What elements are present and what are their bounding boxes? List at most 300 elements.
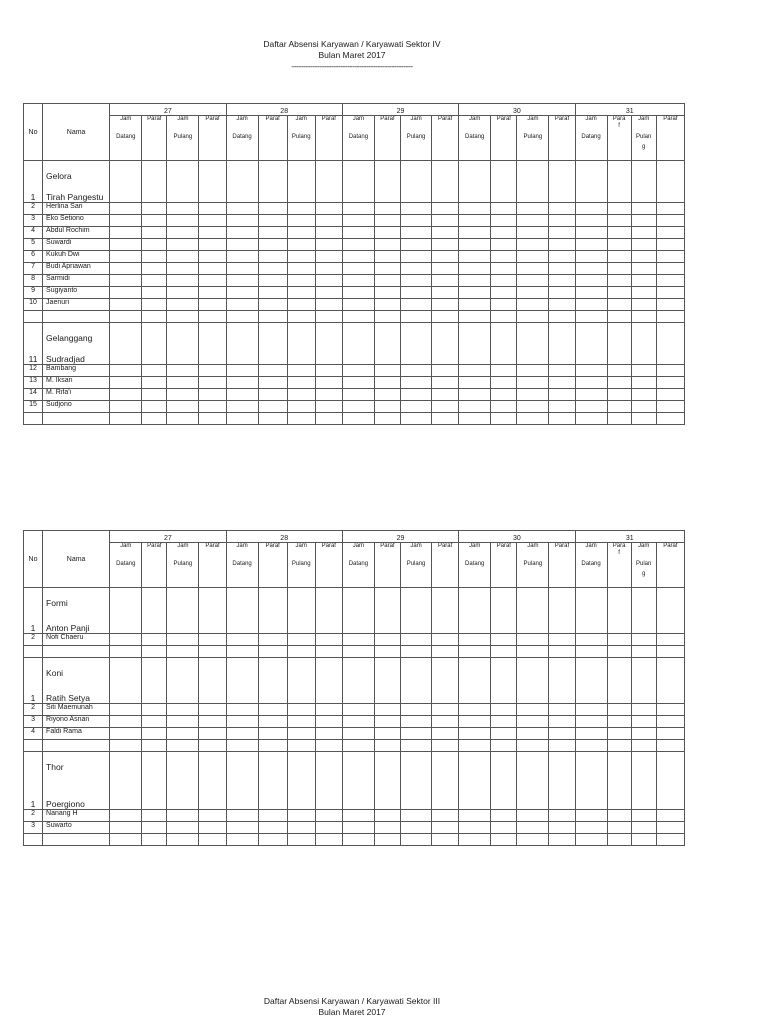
attendance-cell[interactable] — [607, 716, 631, 728]
attendance-cell[interactable] — [401, 365, 432, 377]
attendance-cell[interactable] — [517, 658, 549, 704]
attendance-cell[interactable] — [575, 588, 607, 634]
attendance-cell[interactable] — [401, 263, 432, 275]
attendance-cell[interactable] — [459, 810, 491, 822]
attendance-cell[interactable] — [491, 227, 517, 239]
attendance-cell[interactable] — [491, 377, 517, 389]
attendance-cell[interactable] — [315, 275, 342, 287]
attendance-cell[interactable] — [110, 323, 142, 365]
attendance-cell[interactable] — [656, 203, 684, 215]
attendance-cell[interactable] — [142, 810, 167, 822]
attendance-cell[interactable] — [110, 810, 142, 822]
attendance-cell[interactable] — [110, 311, 142, 323]
attendance-cell[interactable] — [491, 203, 517, 215]
attendance-cell[interactable] — [575, 413, 607, 425]
attendance-cell[interactable] — [432, 413, 459, 425]
attendance-cell[interactable] — [459, 822, 491, 834]
attendance-cell[interactable] — [110, 203, 142, 215]
attendance-cell[interactable] — [459, 588, 491, 634]
attendance-cell[interactable] — [226, 401, 258, 413]
attendance-cell[interactable] — [401, 822, 432, 834]
attendance-cell[interactable] — [110, 413, 142, 425]
attendance-cell[interactable] — [656, 634, 684, 646]
attendance-cell[interactable] — [631, 299, 656, 311]
attendance-cell[interactable] — [517, 389, 549, 401]
attendance-cell[interactable] — [258, 834, 287, 846]
attendance-cell[interactable] — [342, 239, 374, 251]
attendance-cell[interactable] — [258, 227, 287, 239]
attendance-cell[interactable] — [199, 810, 226, 822]
attendance-cell[interactable] — [432, 822, 459, 834]
attendance-cell[interactable] — [142, 588, 167, 634]
attendance-cell[interactable] — [549, 227, 575, 239]
attendance-cell[interactable] — [374, 401, 400, 413]
attendance-cell[interactable] — [459, 704, 491, 716]
attendance-cell[interactable] — [142, 227, 167, 239]
attendance-cell[interactable] — [287, 299, 315, 311]
attendance-cell[interactable] — [491, 323, 517, 365]
attendance-cell[interactable] — [517, 588, 549, 634]
attendance-cell[interactable] — [199, 299, 226, 311]
attendance-cell[interactable] — [432, 227, 459, 239]
attendance-cell[interactable] — [631, 822, 656, 834]
attendance-cell[interactable] — [549, 239, 575, 251]
attendance-cell[interactable] — [342, 161, 374, 203]
attendance-cell[interactable] — [199, 588, 226, 634]
attendance-cell[interactable] — [226, 413, 258, 425]
attendance-cell[interactable] — [374, 227, 400, 239]
attendance-cell[interactable] — [517, 239, 549, 251]
attendance-cell[interactable] — [607, 834, 631, 846]
attendance-cell[interactable] — [374, 752, 400, 810]
attendance-cell[interactable] — [342, 646, 374, 658]
attendance-cell[interactable] — [110, 752, 142, 810]
attendance-cell[interactable] — [315, 227, 342, 239]
attendance-cell[interactable] — [199, 239, 226, 251]
attendance-cell[interactable] — [110, 716, 142, 728]
attendance-cell[interactable] — [401, 834, 432, 846]
attendance-cell[interactable] — [226, 752, 258, 810]
attendance-cell[interactable] — [315, 834, 342, 846]
attendance-cell[interactable] — [258, 389, 287, 401]
attendance-cell[interactable] — [110, 834, 142, 846]
attendance-cell[interactable] — [607, 634, 631, 646]
attendance-cell[interactable] — [226, 588, 258, 634]
attendance-cell[interactable] — [491, 251, 517, 263]
attendance-cell[interactable] — [342, 311, 374, 323]
attendance-cell[interactable] — [401, 728, 432, 740]
attendance-cell[interactable] — [226, 728, 258, 740]
attendance-cell[interactable] — [549, 299, 575, 311]
attendance-cell[interactable] — [631, 810, 656, 822]
attendance-cell[interactable] — [374, 311, 400, 323]
attendance-cell[interactable] — [374, 810, 400, 822]
attendance-cell[interactable] — [631, 203, 656, 215]
attendance-cell[interactable] — [631, 161, 656, 203]
attendance-cell[interactable] — [517, 740, 549, 752]
attendance-cell[interactable] — [315, 728, 342, 740]
attendance-cell[interactable] — [607, 251, 631, 263]
attendance-cell[interactable] — [167, 822, 199, 834]
attendance-cell[interactable] — [401, 401, 432, 413]
attendance-cell[interactable] — [656, 275, 684, 287]
attendance-cell[interactable] — [549, 365, 575, 377]
attendance-cell[interactable] — [142, 716, 167, 728]
attendance-cell[interactable] — [110, 239, 142, 251]
attendance-cell[interactable] — [287, 203, 315, 215]
attendance-cell[interactable] — [315, 377, 342, 389]
attendance-cell[interactable] — [631, 401, 656, 413]
attendance-cell[interactable] — [517, 704, 549, 716]
attendance-cell[interactable] — [432, 311, 459, 323]
attendance-cell[interactable] — [549, 716, 575, 728]
attendance-cell[interactable] — [142, 263, 167, 275]
attendance-cell[interactable] — [631, 287, 656, 299]
attendance-cell[interactable] — [517, 834, 549, 846]
attendance-cell[interactable] — [142, 634, 167, 646]
attendance-cell[interactable] — [342, 413, 374, 425]
attendance-cell[interactable] — [517, 299, 549, 311]
attendance-cell[interactable] — [432, 377, 459, 389]
attendance-cell[interactable] — [226, 389, 258, 401]
attendance-cell[interactable] — [342, 740, 374, 752]
attendance-cell[interactable] — [374, 728, 400, 740]
attendance-cell[interactable] — [656, 822, 684, 834]
attendance-cell[interactable] — [459, 203, 491, 215]
attendance-cell[interactable] — [491, 704, 517, 716]
attendance-cell[interactable] — [199, 401, 226, 413]
attendance-cell[interactable] — [459, 239, 491, 251]
attendance-cell[interactable] — [517, 161, 549, 203]
attendance-cell[interactable] — [491, 161, 517, 203]
attendance-cell[interactable] — [432, 203, 459, 215]
attendance-cell[interactable] — [342, 323, 374, 365]
attendance-cell[interactable] — [607, 227, 631, 239]
attendance-cell[interactable] — [142, 413, 167, 425]
attendance-cell[interactable] — [199, 161, 226, 203]
attendance-cell[interactable] — [401, 275, 432, 287]
attendance-cell[interactable] — [199, 251, 226, 263]
attendance-cell[interactable] — [110, 634, 142, 646]
attendance-cell[interactable] — [549, 634, 575, 646]
attendance-cell[interactable] — [656, 646, 684, 658]
attendance-cell[interactable] — [142, 311, 167, 323]
attendance-cell[interactable] — [167, 299, 199, 311]
attendance-cell[interactable] — [575, 275, 607, 287]
attendance-cell[interactable] — [199, 227, 226, 239]
attendance-cell[interactable] — [226, 704, 258, 716]
attendance-cell[interactable] — [656, 323, 684, 365]
attendance-cell[interactable] — [401, 215, 432, 227]
attendance-cell[interactable] — [342, 716, 374, 728]
attendance-cell[interactable] — [258, 161, 287, 203]
attendance-cell[interactable] — [142, 377, 167, 389]
attendance-cell[interactable] — [607, 822, 631, 834]
attendance-cell[interactable] — [549, 323, 575, 365]
attendance-cell[interactable] — [517, 716, 549, 728]
attendance-cell[interactable] — [167, 203, 199, 215]
attendance-cell[interactable] — [401, 752, 432, 810]
attendance-cell[interactable] — [287, 810, 315, 822]
attendance-cell[interactable] — [631, 263, 656, 275]
attendance-cell[interactable] — [226, 834, 258, 846]
attendance-cell[interactable] — [287, 311, 315, 323]
attendance-cell[interactable] — [287, 834, 315, 846]
attendance-cell[interactable] — [342, 251, 374, 263]
attendance-cell[interactable] — [287, 588, 315, 634]
attendance-cell[interactable] — [432, 365, 459, 377]
attendance-cell[interactable] — [342, 822, 374, 834]
attendance-cell[interactable] — [549, 413, 575, 425]
attendance-cell[interactable] — [401, 740, 432, 752]
attendance-cell[interactable] — [287, 658, 315, 704]
attendance-cell[interactable] — [226, 365, 258, 377]
attendance-cell[interactable] — [167, 161, 199, 203]
attendance-cell[interactable] — [575, 704, 607, 716]
attendance-cell[interactable] — [287, 752, 315, 810]
attendance-cell[interactable] — [575, 227, 607, 239]
attendance-cell[interactable] — [226, 634, 258, 646]
attendance-cell[interactable] — [575, 239, 607, 251]
attendance-cell[interactable] — [199, 822, 226, 834]
attendance-cell[interactable] — [575, 810, 607, 822]
attendance-cell[interactable] — [491, 740, 517, 752]
attendance-cell[interactable] — [575, 401, 607, 413]
attendance-cell[interactable] — [549, 377, 575, 389]
attendance-cell[interactable] — [401, 377, 432, 389]
attendance-cell[interactable] — [459, 299, 491, 311]
attendance-cell[interactable] — [401, 239, 432, 251]
attendance-cell[interactable] — [315, 263, 342, 275]
attendance-cell[interactable] — [167, 275, 199, 287]
attendance-cell[interactable] — [374, 658, 400, 704]
attendance-cell[interactable] — [575, 161, 607, 203]
attendance-cell[interactable] — [459, 658, 491, 704]
attendance-cell[interactable] — [432, 275, 459, 287]
attendance-cell[interactable] — [110, 365, 142, 377]
attendance-cell[interactable] — [167, 239, 199, 251]
attendance-cell[interactable] — [491, 752, 517, 810]
attendance-cell[interactable] — [607, 263, 631, 275]
attendance-cell[interactable] — [167, 646, 199, 658]
attendance-cell[interactable] — [199, 834, 226, 846]
attendance-cell[interactable] — [575, 716, 607, 728]
attendance-cell[interactable] — [342, 299, 374, 311]
attendance-cell[interactable] — [607, 389, 631, 401]
attendance-cell[interactable] — [607, 810, 631, 822]
attendance-cell[interactable] — [287, 634, 315, 646]
attendance-cell[interactable] — [110, 377, 142, 389]
attendance-cell[interactable] — [432, 401, 459, 413]
attendance-cell[interactable] — [258, 275, 287, 287]
attendance-cell[interactable] — [656, 377, 684, 389]
attendance-cell[interactable] — [315, 822, 342, 834]
attendance-cell[interactable] — [287, 377, 315, 389]
attendance-cell[interactable] — [401, 634, 432, 646]
attendance-cell[interactable] — [607, 752, 631, 810]
attendance-cell[interactable] — [287, 716, 315, 728]
attendance-cell[interactable] — [491, 263, 517, 275]
attendance-cell[interactable] — [287, 740, 315, 752]
attendance-cell[interactable] — [631, 704, 656, 716]
attendance-cell[interactable] — [459, 323, 491, 365]
attendance-cell[interactable] — [459, 287, 491, 299]
attendance-cell[interactable] — [549, 646, 575, 658]
attendance-cell[interactable] — [258, 251, 287, 263]
attendance-cell[interactable] — [631, 227, 656, 239]
attendance-cell[interactable] — [432, 299, 459, 311]
attendance-cell[interactable] — [258, 822, 287, 834]
attendance-cell[interactable] — [342, 704, 374, 716]
attendance-cell[interactable] — [258, 413, 287, 425]
attendance-cell[interactable] — [491, 413, 517, 425]
attendance-cell[interactable] — [517, 413, 549, 425]
attendance-cell[interactable] — [199, 646, 226, 658]
attendance-cell[interactable] — [656, 239, 684, 251]
attendance-cell[interactable] — [226, 203, 258, 215]
attendance-cell[interactable] — [607, 728, 631, 740]
attendance-cell[interactable] — [226, 161, 258, 203]
attendance-cell[interactable] — [432, 588, 459, 634]
attendance-cell[interactable] — [656, 704, 684, 716]
attendance-cell[interactable] — [258, 287, 287, 299]
attendance-cell[interactable] — [110, 215, 142, 227]
attendance-cell[interactable] — [607, 203, 631, 215]
attendance-cell[interactable] — [374, 275, 400, 287]
attendance-cell[interactable] — [342, 215, 374, 227]
attendance-cell[interactable] — [631, 311, 656, 323]
attendance-cell[interactable] — [110, 389, 142, 401]
attendance-cell[interactable] — [315, 215, 342, 227]
attendance-cell[interactable] — [656, 215, 684, 227]
attendance-cell[interactable] — [258, 401, 287, 413]
attendance-cell[interactable] — [491, 389, 517, 401]
attendance-cell[interactable] — [199, 716, 226, 728]
attendance-cell[interactable] — [549, 728, 575, 740]
attendance-cell[interactable] — [258, 658, 287, 704]
attendance-cell[interactable] — [258, 311, 287, 323]
attendance-cell[interactable] — [167, 728, 199, 740]
attendance-cell[interactable] — [401, 161, 432, 203]
attendance-cell[interactable] — [631, 323, 656, 365]
attendance-cell[interactable] — [656, 299, 684, 311]
attendance-cell[interactable] — [631, 239, 656, 251]
attendance-cell[interactable] — [199, 377, 226, 389]
attendance-cell[interactable] — [142, 161, 167, 203]
attendance-cell[interactable] — [517, 752, 549, 810]
attendance-cell[interactable] — [432, 239, 459, 251]
attendance-cell[interactable] — [287, 728, 315, 740]
attendance-cell[interactable] — [631, 389, 656, 401]
attendance-cell[interactable] — [342, 834, 374, 846]
attendance-cell[interactable] — [374, 323, 400, 365]
attendance-cell[interactable] — [549, 215, 575, 227]
attendance-cell[interactable] — [631, 215, 656, 227]
attendance-cell[interactable] — [342, 377, 374, 389]
attendance-cell[interactable] — [258, 299, 287, 311]
attendance-cell[interactable] — [401, 389, 432, 401]
attendance-cell[interactable] — [607, 287, 631, 299]
attendance-cell[interactable] — [575, 752, 607, 810]
attendance-cell[interactable] — [142, 704, 167, 716]
attendance-cell[interactable] — [287, 263, 315, 275]
attendance-cell[interactable] — [167, 752, 199, 810]
attendance-cell[interactable] — [258, 646, 287, 658]
attendance-cell[interactable] — [226, 263, 258, 275]
attendance-cell[interactable] — [315, 588, 342, 634]
attendance-cell[interactable] — [258, 728, 287, 740]
attendance-cell[interactable] — [459, 740, 491, 752]
attendance-cell[interactable] — [374, 365, 400, 377]
attendance-cell[interactable] — [315, 634, 342, 646]
attendance-cell[interactable] — [491, 834, 517, 846]
attendance-cell[interactable] — [401, 299, 432, 311]
attendance-cell[interactable] — [199, 389, 226, 401]
attendance-cell[interactable] — [631, 275, 656, 287]
attendance-cell[interactable] — [167, 377, 199, 389]
attendance-cell[interactable] — [315, 287, 342, 299]
attendance-cell[interactable] — [315, 413, 342, 425]
attendance-cell[interactable] — [656, 365, 684, 377]
attendance-cell[interactable] — [226, 251, 258, 263]
attendance-cell[interactable] — [167, 227, 199, 239]
attendance-cell[interactable] — [607, 377, 631, 389]
attendance-cell[interactable] — [110, 161, 142, 203]
attendance-cell[interactable] — [287, 275, 315, 287]
attendance-cell[interactable] — [401, 227, 432, 239]
attendance-cell[interactable] — [374, 377, 400, 389]
attendance-cell[interactable] — [287, 704, 315, 716]
attendance-cell[interactable] — [517, 203, 549, 215]
attendance-cell[interactable] — [459, 646, 491, 658]
attendance-cell[interactable] — [258, 588, 287, 634]
attendance-cell[interactable] — [287, 215, 315, 227]
attendance-cell[interactable] — [315, 299, 342, 311]
attendance-cell[interactable] — [656, 588, 684, 634]
attendance-cell[interactable] — [342, 263, 374, 275]
attendance-cell[interactable] — [432, 658, 459, 704]
attendance-cell[interactable] — [315, 704, 342, 716]
attendance-cell[interactable] — [491, 822, 517, 834]
attendance-cell[interactable] — [287, 413, 315, 425]
attendance-cell[interactable] — [432, 728, 459, 740]
attendance-cell[interactable] — [656, 658, 684, 704]
attendance-cell[interactable] — [110, 227, 142, 239]
attendance-cell[interactable] — [459, 263, 491, 275]
attendance-cell[interactable] — [491, 810, 517, 822]
attendance-cell[interactable] — [199, 287, 226, 299]
attendance-cell[interactable] — [631, 377, 656, 389]
attendance-cell[interactable] — [575, 646, 607, 658]
attendance-cell[interactable] — [142, 658, 167, 704]
attendance-cell[interactable] — [631, 365, 656, 377]
attendance-cell[interactable] — [110, 740, 142, 752]
attendance-cell[interactable] — [549, 311, 575, 323]
attendance-cell[interactable] — [549, 251, 575, 263]
attendance-cell[interactable] — [315, 203, 342, 215]
attendance-cell[interactable] — [142, 215, 167, 227]
attendance-cell[interactable] — [287, 365, 315, 377]
attendance-cell[interactable] — [374, 413, 400, 425]
attendance-cell[interactable] — [258, 810, 287, 822]
attendance-cell[interactable] — [517, 323, 549, 365]
attendance-cell[interactable] — [167, 251, 199, 263]
attendance-cell[interactable] — [374, 251, 400, 263]
attendance-cell[interactable] — [656, 287, 684, 299]
attendance-cell[interactable] — [258, 704, 287, 716]
attendance-cell[interactable] — [575, 287, 607, 299]
attendance-cell[interactable] — [142, 389, 167, 401]
